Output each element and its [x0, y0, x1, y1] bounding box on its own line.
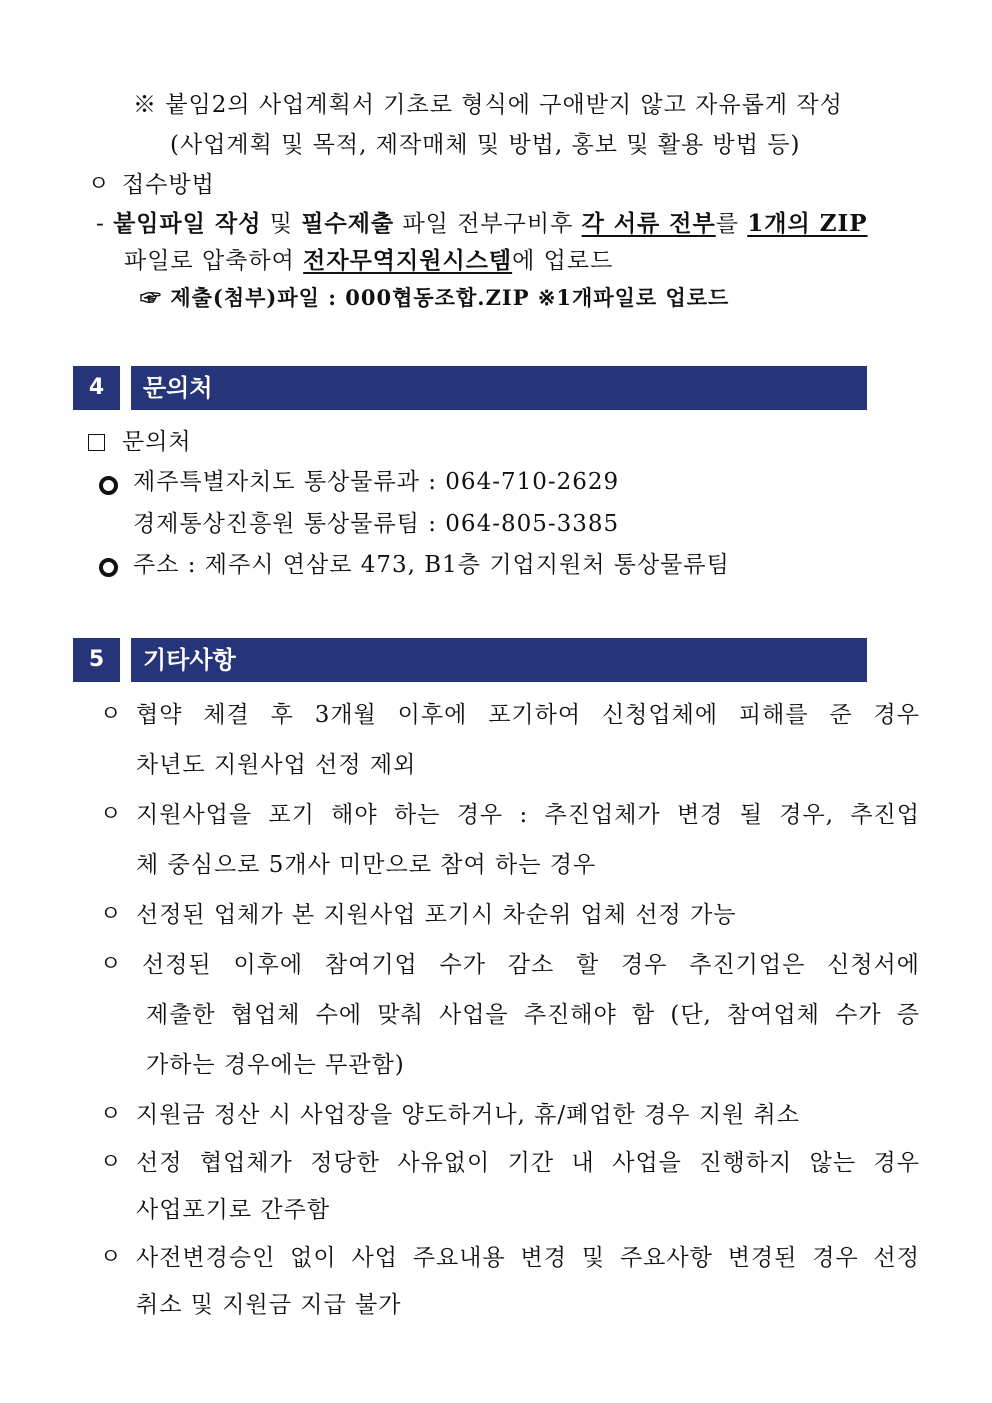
list-item: 선정된 이후에 참여기업 수가 감소 할 경우 추진기업은 신청서에	[142, 952, 920, 978]
submit-text: 제출(첨부)파일 : 000협동조합.ZIP ※1개파일로 업로드	[170, 285, 730, 310]
receipt-line-2	[124, 246, 613, 276]
compress-text: 파일로 압축하여	[124, 248, 304, 274]
receipt-bullet: ㅇ	[88, 172, 110, 197]
contact-jeju: 제주특별자치도 통상물류과 : 064-710-2629	[133, 469, 620, 495]
section-5-number: 5	[73, 638, 120, 682]
all-documents-text: 각 서류 전부	[581, 210, 716, 237]
prepare-text: 파일 전부구비후	[394, 211, 582, 237]
item-bullet: ㅇ	[100, 1102, 122, 1127]
list-item: 협약 체결 후 3개월 이후에 포기하여 신청업체에 피해를 준 경우	[136, 702, 920, 728]
item-bullet: ㅇ	[100, 702, 122, 727]
receipt-heading: 접수방법	[122, 172, 215, 198]
item-bullet: ㅇ	[100, 952, 122, 977]
note-line-1: ※ 붙임2의 사업계획서 기초로 형식에 구애받지 않고 자유롭게 작성	[133, 92, 843, 118]
address: 주소 : 제주시 연삼로 473, B1층 기업지원처 통상물류팀	[133, 552, 730, 578]
item-bullet: ㅇ	[100, 1150, 122, 1175]
pointing-hand-icon: ☞	[140, 285, 162, 310]
required-text: 필수제출	[301, 210, 395, 237]
list-item: 사전변경승인 없이 사업 주요내용 변경 및 주요사항 변경된 경우 선정	[136, 1245, 920, 1271]
particle-text: 를	[715, 211, 748, 237]
system-name-text: 전자무역지원시스템	[303, 247, 513, 274]
receipt-line-1	[96, 209, 922, 239]
list-item: 지원사업을 포기 해야 하는 경우 : 추진업체가 변경 될 경우, 추진업	[136, 802, 920, 828]
ring-bullet-icon	[99, 558, 118, 577]
section-5-title: 기타사항	[131, 638, 867, 682]
dash: -	[96, 211, 105, 237]
list-item: 지원금 정산 시 사업장을 양도하거나, 휴/폐업한 경우 지원 취소	[136, 1102, 800, 1128]
contact-subheading: 문의처	[122, 429, 192, 455]
connector-text: 및	[261, 211, 302, 237]
list-item: 사업포기로 간주함	[136, 1197, 331, 1223]
contact-agency: 경제통상진흥원 통상물류팀 : 064-805-3385	[133, 511, 620, 537]
list-item: 취소 및 지원금 지급 불가	[136, 1292, 402, 1318]
item-bullet: ㅇ	[100, 802, 122, 827]
list-item: 차년도 지원사업 선정 제외	[136, 752, 417, 778]
list-item: 선정 협업체가 정당한 사유없이 기간 내 사업을 진행하지 않는 경우	[136, 1150, 920, 1176]
list-item: 체 중심으로 5개사 미만으로 참여 하는 경우	[136, 852, 597, 878]
section-4-number: 4	[73, 366, 120, 410]
ring-bullet-icon	[99, 476, 118, 495]
list-item: 선정된 업체가 본 지원사업 포기시 차순위 업체 선정 가능	[136, 902, 737, 928]
attach-file-text: 붙임파일 작성	[113, 210, 262, 237]
upload-text: 에 업로드	[512, 248, 614, 274]
note-line-2: (사업계획 및 목적, 제작매체 및 방법, 홍보 및 활용 방법 등)	[170, 132, 801, 158]
section-4-title: 문의처	[131, 366, 867, 410]
item-bullet: ㅇ	[100, 1245, 122, 1270]
item-bullet: ㅇ	[100, 902, 122, 927]
submit-line	[140, 283, 729, 313]
list-item: 제출한 협업체 수에 맞춰 사업을 추진해야 함 (단, 참여업체 수가 증	[146, 1002, 920, 1028]
one-zip-text: 1개의 ZIP	[747, 210, 868, 237]
checkbox-icon	[88, 434, 105, 451]
list-item: 가하는 경우에는 무관함)	[146, 1052, 405, 1078]
